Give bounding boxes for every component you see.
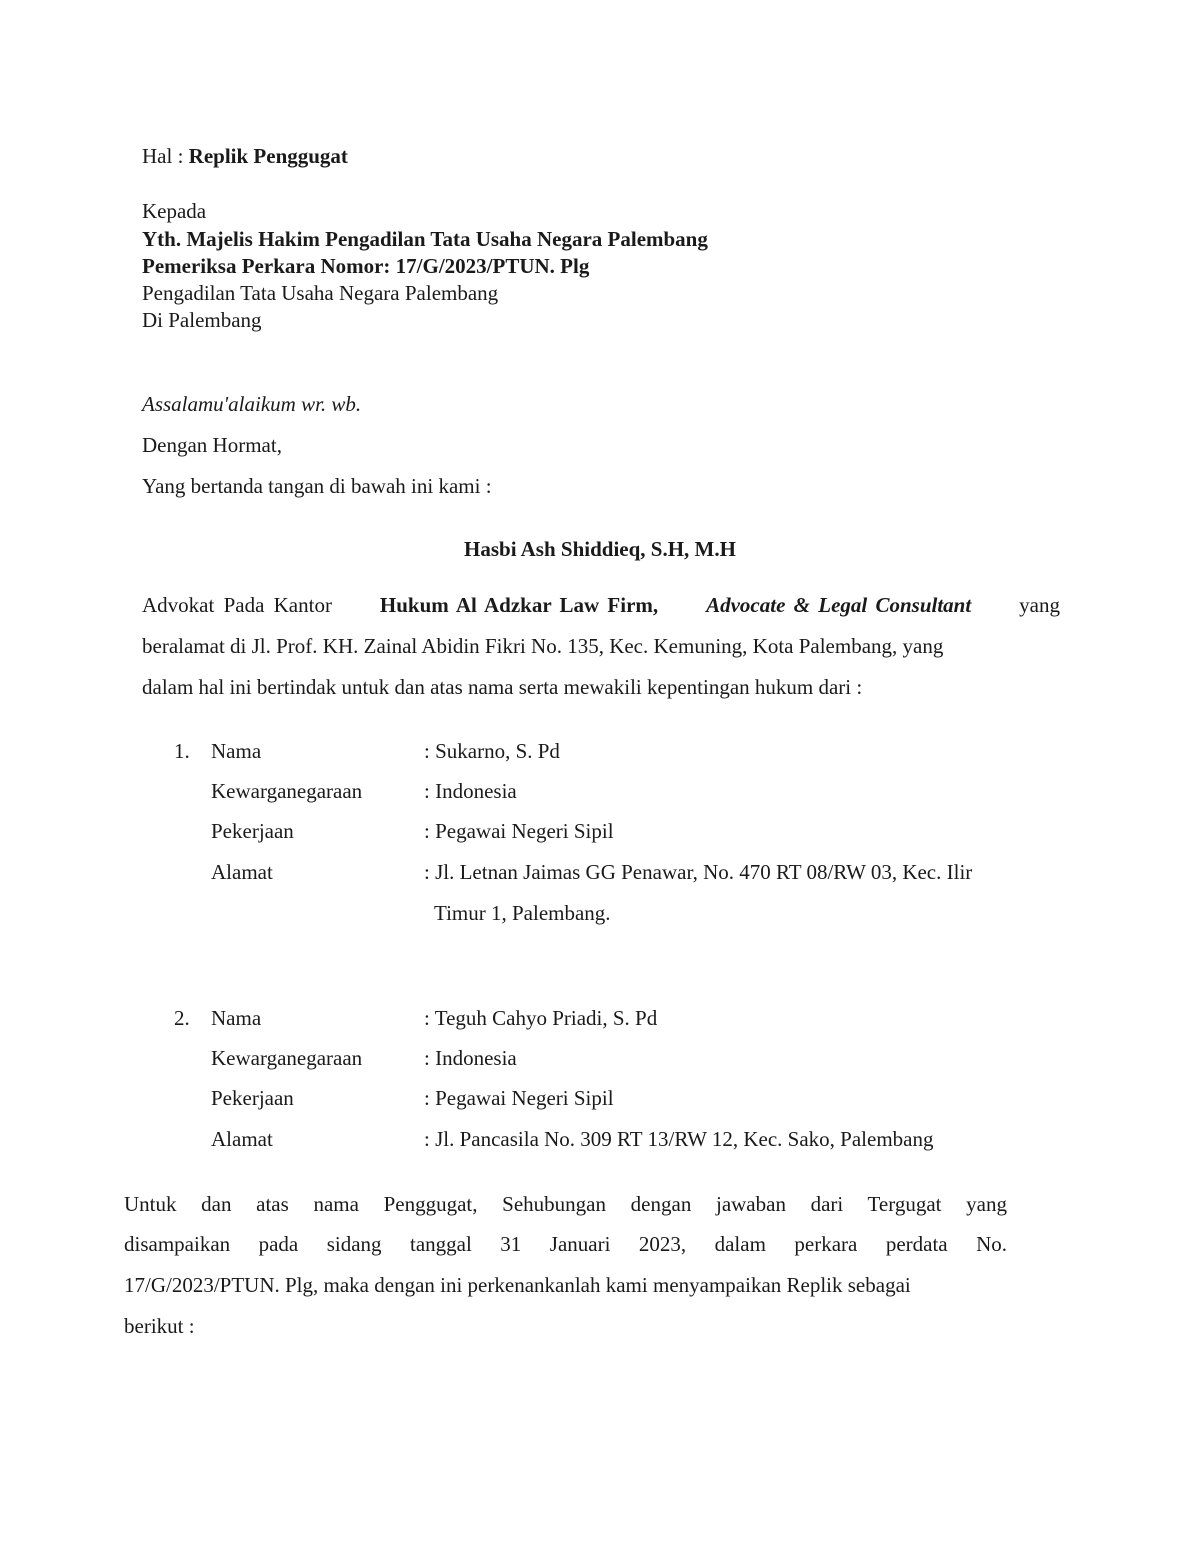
party-1-alamat-continued: Timur 1, Palembang. (434, 901, 611, 925)
party-2-alamat-label: Alamat (211, 1127, 273, 1151)
party-2-pekerjaan-value: : Pegawai Negeri Sipil (424, 1086, 614, 1110)
party-1-kewarganegaraan-label: Kewarganegaraan (211, 779, 363, 803)
salutation: Dengan Hormat, (142, 433, 282, 457)
party-1-alamat-label: Alamat (211, 860, 273, 884)
party-2-number: 2. (174, 1006, 190, 1030)
advokat-role: Advocate & Legal Consultant (706, 593, 972, 617)
recipient-line-4: Di Palembang (142, 308, 262, 332)
advokat-pre: Advokat Pada Kantor (142, 593, 332, 617)
subject-line (142, 143, 348, 170)
party-1-pekerjaan-label: Pekerjaan (211, 819, 294, 843)
subject-label: Hal : (142, 144, 189, 168)
party-2-kewarganegaraan-label: Kewarganegaraan (211, 1046, 363, 1070)
subject-value: Replik Penggugat (188, 144, 348, 168)
party-1-alamat-value: : Jl. Letnan Jaimas GG Penawar, No. 470 RT 08/RW 03, Kec. Ilir (424, 860, 973, 884)
closing-line-1: Untuk dan atas nama Penggugat, Sehubungan dengan jawaban dari Tergugat yang (124, 1192, 1007, 1216)
party-1-nama-value: : Sukarno, S. Pd (424, 739, 560, 763)
party-1-kewarganegaraan-value: : Indonesia (424, 779, 517, 803)
party-2-nama-value: : Teguh Cahyo Priadi, S. Pd (424, 1006, 658, 1030)
party-2-pekerjaan-label: Pekerjaan (211, 1086, 294, 1110)
greeting: Assalamu'alaikum wr. wb. (142, 392, 362, 416)
advokat-line-2: beralamat di Jl. Prof. KH. Zainal Abidin Fikri No. 135, Kec. Kemuning, Kota Palembang, yang (142, 634, 944, 658)
party-2-kewarganegaraan-value: : Indonesia (424, 1046, 517, 1070)
recipient-kepada: Kepada (142, 199, 207, 223)
recipient-line-3: Pengadilan Tata Usaha Negara Palembang (142, 281, 499, 305)
party-2-alamat-value: : Jl. Pancasila No. 309 RT 13/RW 12, Kec. Sako, Palembang (424, 1127, 934, 1151)
advokat-line-1 (142, 592, 1060, 619)
advokat-post: yang (1019, 593, 1060, 617)
advokat-firm: Hukum Al Adzkar Law Firm, (379, 593, 659, 617)
closing-line-3: 17/G/2023/PTUN. Plg, maka dengan ini perkenankanlah kami menyampaikan Replik sebagai (124, 1273, 911, 1297)
closing-line-2: disampaikan pada sidang tanggal 31 Januari 2023, dalam perkara perdata No. (124, 1232, 1007, 1256)
intro-text: Yang bertanda tangan di bawah ini kami : (142, 474, 492, 498)
closing-line-4: berikut : (124, 1314, 195, 1338)
party-1-number: 1. (174, 739, 190, 763)
advokat-line-3: dalam hal ini bertindak untuk dan atas nama serta mewakili kepentingan hukum dari : (142, 675, 863, 699)
party-1-nama-label: Nama (211, 739, 262, 763)
lawyer-name: Hasbi Ash Shiddieq, S.H, M.H (464, 537, 736, 561)
party-1-pekerjaan-value: : Pegawai Negeri Sipil (424, 819, 614, 843)
recipient-line-2: Pemeriksa Perkara Nomor: 17/G/2023/PTUN. Plg (142, 254, 590, 278)
party-2-nama-label: Nama (211, 1006, 262, 1030)
recipient-line-1: Yth. Majelis Hakim Pengadilan Tata Usaha Negara Palembang (142, 227, 708, 251)
